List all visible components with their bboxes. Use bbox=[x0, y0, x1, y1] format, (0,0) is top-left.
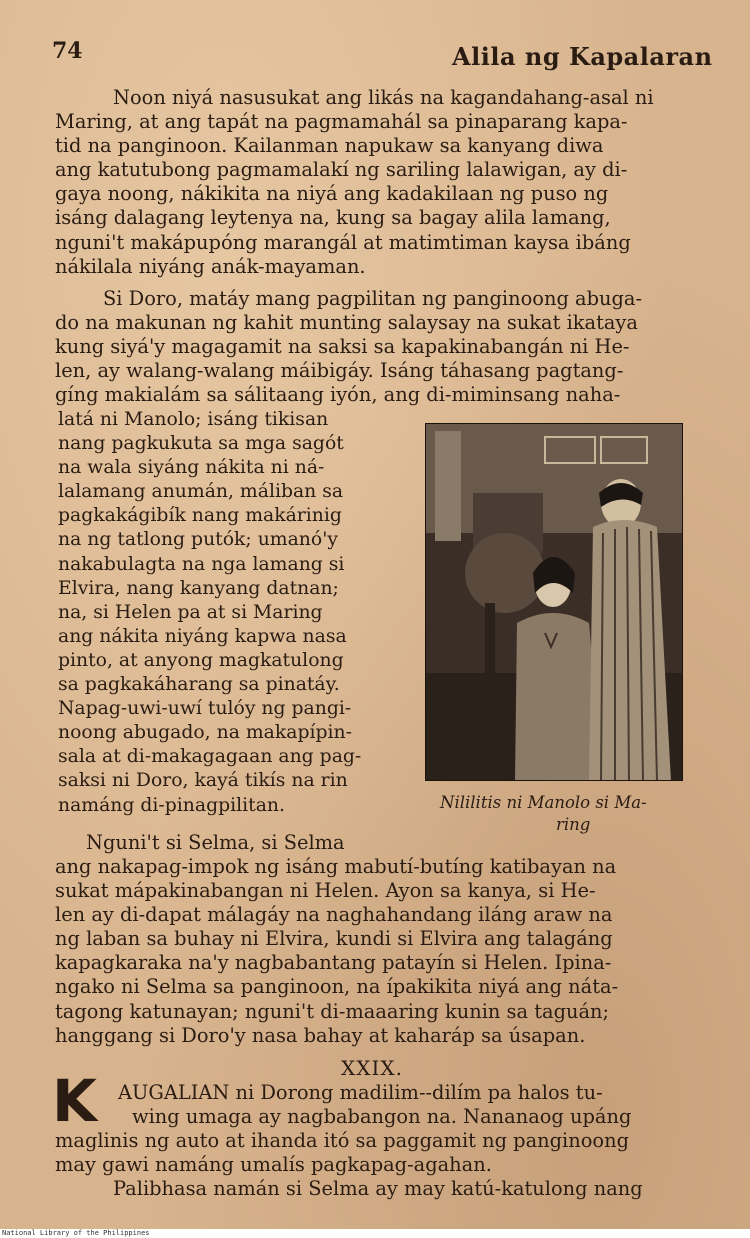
chapter-number: XXIX. bbox=[341, 1056, 403, 1080]
text-line: gíng makialám sa sálitaang iyón, ang di-miminsang naha- bbox=[55, 383, 621, 407]
text-line: maglinis ng auto at ihanda itó sa paggamit ng panginoong bbox=[55, 1129, 629, 1152]
text-line: Nguni't si Selma, si Selma bbox=[86, 831, 345, 854]
text-line: nakabulagta na nga lamang si bbox=[58, 553, 345, 575]
text-line: na, si Helen pa at si Maring bbox=[58, 601, 323, 623]
paragraph-2 bbox=[55, 287, 642, 407]
paragraph-2-narrow bbox=[58, 408, 361, 818]
text-line: ang nakapag-impok ng isáng mabutí-butíng katibayan na bbox=[55, 855, 617, 878]
text-line: nguni't makápupóng marangál at matimtiman kaysa ibáng bbox=[55, 230, 631, 254]
text-line: Maring, at ang tapát na pagmamahál sa pinaparang kapa- bbox=[55, 110, 628, 134]
paragraph-3-narrow bbox=[86, 831, 345, 855]
text-line: kapagkaraka na'y nagbabantang patayín si Helen. Ipina- bbox=[55, 951, 612, 975]
caption-line: ring bbox=[556, 815, 591, 834]
text-line: ang nákita niyáng kapwa nasa bbox=[58, 625, 347, 647]
drop-cap-lines bbox=[118, 1081, 631, 1129]
footer-credit-text: National Library of the Philippines bbox=[2, 1229, 150, 1237]
text-line: pagkakágibík nang makárinig bbox=[58, 505, 342, 527]
text-line: len ay di-dapat málagáy na naghahandang iláng araw na bbox=[55, 903, 613, 927]
text-line: na wala siyáng nákita ni ná- bbox=[58, 457, 325, 479]
paragraph-1 bbox=[55, 86, 654, 279]
running-head-title: Alila ng Kapalaran bbox=[452, 42, 713, 71]
text-line: pinto, at anyong magkatulong bbox=[58, 649, 344, 671]
illustration-engraving bbox=[425, 423, 683, 781]
text-line: namáng di-pinagpilitan. bbox=[58, 794, 285, 816]
text-line: do na makunan ng kahit munting salaysay na sukat ikataya bbox=[55, 311, 638, 335]
page-number: 74 bbox=[52, 38, 83, 64]
text-line: Noon niyá nasusukat ang likás na kagandahang-asal ni bbox=[113, 86, 654, 109]
text-line: saksi ni Doro, kayá tikís na rin bbox=[58, 770, 348, 792]
text-line: noong abugado, na makapípin- bbox=[58, 722, 352, 744]
text-line: sa pagkakáharang sa pinatáy. bbox=[58, 674, 340, 696]
text-line: nákilala niyáng anák-mayaman. bbox=[55, 254, 366, 278]
text-line: isáng dalagang leytenya na, kung sa bagay alila lamang, bbox=[55, 206, 611, 230]
text-line: may gawi namáng umalís pagkapag-agahan. bbox=[55, 1153, 492, 1177]
text-line: latá ni Manolo; isáng tikisan bbox=[58, 409, 329, 430]
footer-credit bbox=[0, 1229, 750, 1238]
text-line: ang katutubong pagmamalakí ng sariling lalawigan, ay di- bbox=[55, 158, 628, 182]
text-line: wing umaga ay nagbabangon na. Nananaog upáng bbox=[132, 1105, 632, 1129]
text-line: Elvira, nang kanyang datnan; bbox=[58, 577, 339, 599]
text-line: lalamang anumán, máliban sa bbox=[58, 481, 344, 503]
caption-line: Nililitis ni Manolo si Ma- bbox=[440, 793, 647, 812]
text-line: hanggang si Doro'y nasa bahay at kaharáp sa úsapan. bbox=[55, 1023, 586, 1047]
text-line: sala at di-makagagaan ang pag- bbox=[58, 746, 362, 768]
text-line: sukat mápakinabangan ni Helen. Ayon sa kanya, si He- bbox=[55, 879, 596, 903]
text-line: Napag-uwi-uwí tulóy ng pangi- bbox=[58, 698, 352, 720]
illustration bbox=[425, 423, 683, 781]
paragraph-3 bbox=[55, 855, 618, 1048]
text-line: gaya noong, nákikita na niyá ang kadakilaan ng puso ng bbox=[55, 182, 609, 206]
text-line: tid na panginoon. Kailanman napukaw sa kanyang diwa bbox=[55, 134, 604, 158]
paragraph-4 bbox=[55, 1129, 643, 1201]
text-line: ngako ni Selma sa panginoon, na ípakikita niyá ang náta- bbox=[55, 975, 619, 999]
drop-cap: K bbox=[52, 1067, 97, 1135]
illustration-caption bbox=[440, 792, 720, 836]
text-line: Palibhasa namán si Selma ay may katú-katulong nang bbox=[113, 1177, 643, 1201]
text-line: kung siyá'y magagamit na saksi sa kapakinabangán ni He- bbox=[55, 335, 630, 359]
text-line: AUGALIAN ni Dorong madilim--dilím pa halos tu- bbox=[118, 1081, 603, 1104]
text-line: ng laban sa buhay ni Elvira, kundi si Elvira ang talagáng bbox=[55, 927, 613, 951]
text-line: na ng tatlong putók; umanó'y bbox=[58, 529, 338, 551]
text-line: tagong katunayan; nguni't di-maaaring kunin sa taguán; bbox=[55, 999, 610, 1023]
text-line: len, ay walang-walang máibigáy. Isáng táhasang pagtang- bbox=[55, 359, 624, 383]
text-line: Si Doro, matáy mang pagpilitan ng panginoong abuga- bbox=[103, 287, 643, 310]
text-line: nang pagkukuta sa mga sagót bbox=[58, 433, 344, 455]
